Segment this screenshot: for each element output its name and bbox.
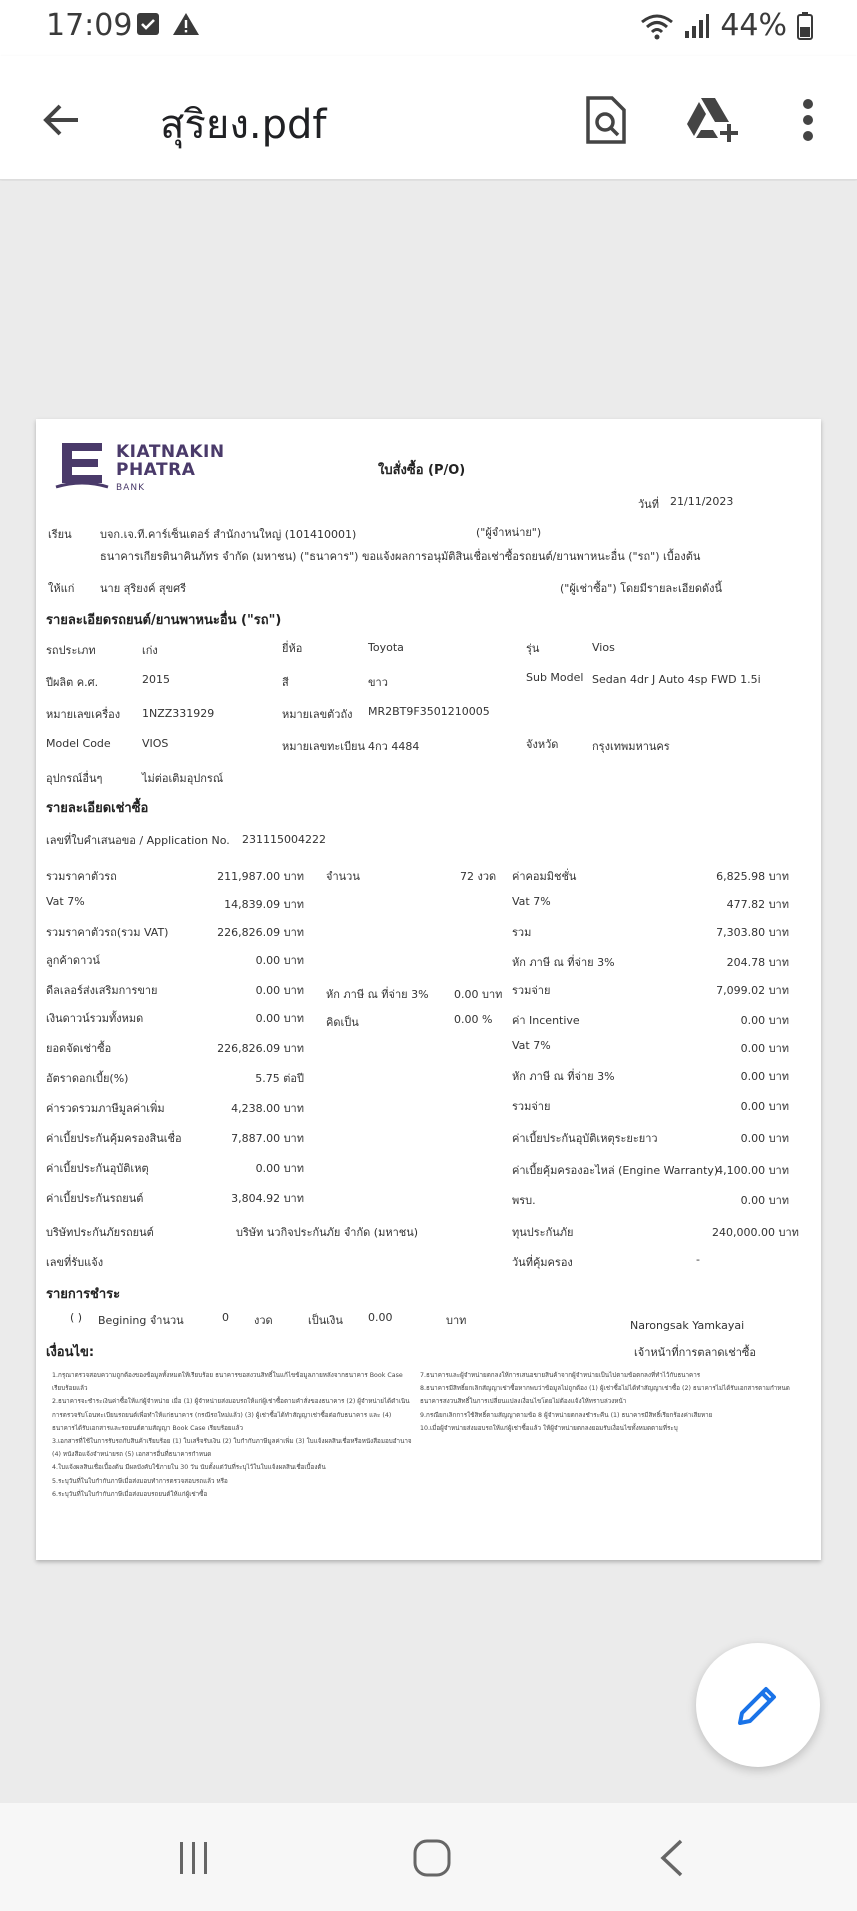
lease-right-value: 7,099.02 บาท: [716, 984, 789, 997]
car-plate-value: 4กว 4484: [368, 740, 420, 753]
payment-currency: บาท: [446, 1314, 467, 1327]
logo-line3: BANK: [116, 483, 145, 493]
mid-tax-value: 0.00 บาท: [454, 988, 503, 1001]
signal-icon: [684, 13, 710, 39]
car-section-title: รายละเอียดรถยนต์/ยานพาหนะอื่น ("รถ"): [46, 613, 282, 628]
lease-left-label: Vat 7%: [46, 895, 85, 908]
car-modelcode-label: Model Code: [46, 737, 111, 750]
logo-line1: KIATNAKIN: [116, 442, 225, 462]
system-nav-bar: [0, 1803, 857, 1911]
give-role: ("ผู้เช่าซื้อ") โดยมีรายละเอียดดังนี้: [560, 582, 723, 595]
lease-right-label: หัก ภาษี ณ ที่จ่าย 3%: [512, 956, 615, 969]
lease-left-value: 14,839.09 บาท: [224, 898, 304, 911]
lease-left-value: 5.75 ต่อปี: [255, 1072, 304, 1085]
app-bar: [0, 56, 857, 180]
logo-text: [116, 443, 225, 497]
lease-left-value: 0.00 บาท: [255, 984, 304, 997]
mid-tax-label: หัก ภาษี ณ ที่จ่าย 3%: [326, 988, 429, 1001]
car-chassis-value: MR2BT9F3501210005: [368, 705, 490, 718]
to-role: ("ผู้จำหน่าย"): [476, 526, 542, 539]
battery-icon: [797, 12, 813, 40]
lease-right-label: ค่า Incentive: [512, 1014, 580, 1027]
car-type-label: รถประเภท: [46, 644, 96, 657]
lease-left-value: 226,826.09 บาท: [217, 1042, 304, 1055]
status-time: 17:09: [46, 8, 133, 43]
give-value: นาย สุริยงค์ สุขศรี: [100, 582, 187, 595]
car-brand-label: ยี่ห้อ: [282, 642, 303, 655]
lease-right-label: ค่าเบี้ยคุ้มครองอะไหล่ (Engine Warranty): [512, 1164, 719, 1177]
car-chassis-label: หมายเลขตัวถัง: [282, 708, 353, 721]
payment-unit: งวด: [254, 1314, 273, 1327]
payment-amount: 0.00: [368, 1311, 393, 1324]
lease-section-title: รายละเอียดเช่าซื้อ: [46, 801, 149, 816]
car-province-value: กรุงเทพมหานคร: [592, 740, 670, 753]
car-submodel-label: Sub Model: [526, 671, 584, 684]
car-year-label: ปีผลิต ค.ศ.: [46, 676, 99, 689]
lease-left-value: 226,826.09 บาท: [217, 926, 304, 939]
find-in-page-icon: [584, 96, 628, 144]
back-arrow-icon: [38, 96, 86, 144]
lease-left-value: 211,987.00 บาท: [217, 870, 304, 883]
condition-item: 1.กรุณาตรวจสอบความถูกต้องของข้อมูลทั้งหมดให้เรียบร้อย ธนาคารขอสงวนสิทธิ์ในแก้ไขข้อมูลภายหลังจากธนาคาร Book Case เรียบร้อยแล้ว: [52, 1372, 403, 1393]
lease-right-label: หัก ภาษี ณ ที่จ่าย 3%: [512, 1070, 615, 1083]
notify-label: เลขที่รับแจ้ง: [46, 1256, 104, 1269]
sum-insured-value: 240,000.00 บาท: [712, 1226, 799, 1239]
insurer-value: บริษัท นวกิจประกันภัย จำกัด (มหาชน): [236, 1226, 419, 1239]
car-brand-value: Toyota: [368, 641, 404, 654]
condition-item: ธนาคารสงวนสิทธิ์ในการเปลี่ยนแปลงเงื่อนไขโดยไม่ต้องแจ้งให้ทราบล่วงหน้า: [420, 1398, 627, 1406]
sum-insured-label: ทุนประกันภัย: [512, 1226, 574, 1239]
lease-right-value: 4,100.00 บาท: [716, 1164, 789, 1177]
lease-right-value: 0.00 บาท: [740, 1042, 789, 1055]
lease-right-label: รวมจ่าย: [512, 984, 551, 997]
lease-right-label: ค่าเบี้ยประกันอุบัติเหตุระยะยาว: [512, 1132, 658, 1145]
car-plate-label: หมายเลขทะเบียน: [282, 740, 366, 753]
pdf-page: [36, 419, 821, 1560]
date-label: วันที่: [638, 498, 659, 511]
car-year-value: 2015: [142, 673, 170, 686]
more-vert-icon: [802, 98, 814, 142]
payment-count: 0: [222, 1311, 229, 1324]
checkbox-notification-icon: [136, 12, 160, 36]
percent-label: คิดเป็น: [326, 1016, 359, 1029]
lease-right-value: 477.82 บาท: [726, 898, 789, 911]
car-accessory-label: อุปกรณ์อื่นๆ: [46, 772, 103, 785]
lease-left-value: 0.00 บาท: [255, 1162, 304, 1175]
car-submodel-value: Sedan 4dr J Auto 4sp FWD 1.5i: [592, 673, 761, 686]
condition-item: 9.กรณียกเลิกการใช้สิทธิ์ตามสัญญาตามข้อ 8 ผู้จำหน่ายตกลงชำระคืน (1) ธนาคารมีสิทธิ์เรียกร้องค่าเสียหาย: [420, 1411, 713, 1419]
payment-title: รายการชำระ: [46, 1287, 121, 1302]
lease-left-value: 3,804.92 บาท: [231, 1192, 304, 1205]
lease-left-label: รวมราคาตัวรถ: [46, 870, 117, 883]
car-model-label: รุ่น: [526, 642, 540, 655]
condition-item: 3.เอกสารที่ใช้ในการรับรถกับสินค้าเรียบร้อย (1) ใบเสร็จรับเงิน (2) ใบกำกับภาษีมูลค่าเพิ่ม (3) ใบแจ้งผลสินเชื่อหรือหนังสือมอบอำนาจ (4) หนังสือแจ้งจำหน่ายรถ (5) เอกสารอื่นที่ธนาคารกำหนด: [52, 1438, 412, 1459]
logo-line2: PHATRA: [116, 460, 196, 480]
condition-item: 10.เมื่อผู้จำหน่ายส่งมอบรถให้แก่ผู้เช่าซื้อแล้ว ให้ผู้จำหน่ายตกลงยอมรับเงื่อนไขทั้งหมดตามที่ระบุ: [420, 1424, 678, 1432]
recent-apps-icon: [176, 1840, 212, 1876]
edit-fab-button[interactable]: [696, 1643, 820, 1767]
pdf-viewer[interactable]: [0, 181, 857, 1803]
lease-right-label: รวมจ่าย: [512, 1100, 551, 1113]
edit-pencil-icon: [734, 1681, 782, 1729]
document-title: สุริยง.pdf: [160, 102, 327, 148]
lease-left-value: 0.00 บาท: [255, 1012, 304, 1025]
wifi-icon: [640, 12, 674, 40]
add-to-drive-icon: [685, 96, 739, 144]
count-label: จำนวน: [326, 870, 360, 883]
payment-check: ( ): [70, 1311, 83, 1324]
insurer-label: บริษัทประกันภัยรถยนต์: [46, 1226, 154, 1239]
add-to-drive-button[interactable]: [684, 92, 740, 148]
nav-back-button[interactable]: [642, 1833, 702, 1883]
conditions-left: [52, 1369, 414, 1501]
lease-left-value: 4,238.00 บาท: [231, 1102, 304, 1115]
find-in-page-button[interactable]: [578, 92, 634, 148]
signer-name: Narongsak Yamkayai: [630, 1319, 745, 1332]
bank-line: ธนาคารเกียรตินาคินภัทร จำกัด (มหาชน) ("ธนาคาร") ขอแจ้งผลการอนุมัติสินเชื่อเช่าซื้อรถยนต์/ยานพาหนะอื่น ("รถ") เบื้องต้น: [100, 550, 701, 563]
lease-right-value: 7,303.80 บาท: [716, 926, 789, 939]
lease-left-label: เงินดาวน์รวมทั้งหมด: [46, 1012, 144, 1025]
condition-item: 4.ใบแจ้งผลสินเชื่อเบื้องต้น มีผลบังคับใช้ภายใน 30 วัน นับตั้งแต่วันที่ระบุไว้ในใบแจ้งผลสินเชื่อเบื้องต้น: [52, 1464, 326, 1472]
lease-left-label: ลูกค้าดาวน์: [46, 954, 100, 967]
lease-left-label: ดีลเลอร์ส่งเสริมการขาย: [46, 984, 158, 997]
car-engine-label: หมายเลขเครื่อง: [46, 708, 121, 721]
lease-right-label: ค่าคอมมิชชั่น: [512, 870, 577, 883]
back-icon: [657, 1838, 687, 1878]
lease-left-label: ค่าเบี้ยประกันคุ้มครองสินเชื่อ: [46, 1132, 182, 1145]
payment-beginning-label: Begining จำนวน: [98, 1314, 184, 1327]
percent-value: 0.00 %: [454, 1013, 493, 1026]
lease-left-label: ค่าเบี้ยประกันรถยนต์: [46, 1192, 144, 1205]
lease-right-label: Vat 7%: [512, 895, 551, 908]
lease-left-label: อัตราดอกเบี้ย(%): [46, 1072, 129, 1085]
lease-left-label: รวมราคาตัวรถ(รวม VAT): [46, 926, 169, 939]
warning-icon: [172, 12, 200, 36]
back-button[interactable]: [38, 96, 86, 144]
condition-item: 5.ระบุวันที่ในใบกำกับภาษีเมื่อส่งมอบทำการตรวจสอบรถแล้ว หรือ: [52, 1477, 228, 1485]
po-title: ใบสั่งซื้อ (P/O): [378, 463, 466, 478]
lease-right-value: 0.00 บาท: [740, 1194, 789, 1207]
lease-right-value: 0.00 บาท: [740, 1070, 789, 1083]
car-type-value: เก่ง: [142, 644, 158, 657]
more-options-button[interactable]: [780, 92, 836, 148]
car-color-value: ขาว: [368, 676, 388, 689]
lease-right-label: รวม: [512, 926, 532, 939]
lease-left-label: ค่ารวดรวมภาษีมูลค่าเพิ่ม: [46, 1102, 165, 1115]
lease-left-label: ยอดจัดเช่าซื้อ: [46, 1042, 112, 1055]
application-label: เลขที่ใบคำเสนอขอ / Application No.: [46, 834, 230, 847]
status-bar: [0, 0, 857, 56]
lease-left-value: 0.00 บาท: [255, 954, 304, 967]
status-right-icons: [640, 8, 813, 43]
home-icon: [412, 1838, 452, 1878]
to-label: เรียน: [48, 528, 72, 541]
application-value: 231115004222: [242, 833, 326, 846]
condition-item: 6.ระบุวันที่ในใบกำกับภาษีเมื่อส่งมอบรถยนต์ให้แก่ผู้เช่าซื้อ: [52, 1490, 208, 1498]
payment-amount-label: เป็นเงิน: [308, 1314, 343, 1327]
to-value: บจก.เจ.ที.คาร์เซ็นเตอร์ สำนักงานใหญ่ (101410001): [100, 528, 357, 541]
condition-item: 8.ธนาคารมีสิทธิ์ยกเลิกสัญญาเช่าซื้อหากพบว่าข้อมูลไม่ถูกต้อง (1) ผู้เช่าซื้อไม่ได้ทำสัญญาเช่าซื้อ (2) ธนาคารไม่ได้รับเอกสารตามกำหนด: [420, 1385, 790, 1393]
car-modelcode-value: VIOS: [142, 737, 169, 750]
condition-item: 2.ธนาคารจะชำระเงินค่าซื้อให้แก่ผู้จำหน่าย เมื่อ (1) ผู้จำหน่ายส่งมอบรถให้แก่ผู้เช่าซื้อตามคำสั่งของธนาคาร (2) ผู้จำหน่ายได้ดำเนินการตรวจรับโอนทะเบียนรถยนต์เพื่อทำให้แก่ธนาคาร (กรณีรถใหม่แล้ว) (3) ผู้เช่าซื้อได้ทำสัญญาเช่าซื้อต่อกับธนาคาร และ (4) ธนาคารได้รับเอกสารและรถยนต์ตามสัญญา Book Case เรียบร้อยแล้ว: [52, 1398, 410, 1432]
coverage-label: วันที่คุ้มครอง: [512, 1256, 573, 1269]
lease-right-value: 0.00 บาท: [740, 1132, 789, 1145]
car-color-label: สี: [282, 676, 289, 689]
lease-right-label: พรบ.: [512, 1194, 536, 1207]
recent-apps-button[interactable]: [164, 1833, 224, 1883]
condition-item: 7.ธนาคารและผู้จำหน่ายตกลงให้การเสนอขายสินค้าจากผู้จำหน่ายเป็นไปตามข้อตกลงที่ทำไว้กับธนาคาร: [420, 1372, 701, 1379]
lease-left-value: 7,887.00 บาท: [231, 1132, 304, 1145]
kiatnakin-logo-icon: [54, 439, 110, 491]
conditions-right: [420, 1369, 800, 1435]
lease-right-value: 204.78 บาท: [726, 956, 789, 969]
lease-right-value: 6,825.98 บาท: [716, 870, 789, 883]
car-model-value: Vios: [592, 641, 615, 654]
car-engine-value: 1NZZ331929: [142, 707, 215, 720]
date-value: 21/11/2023: [670, 495, 734, 508]
home-button[interactable]: [402, 1833, 462, 1883]
conditions-title: เงื่อนไข:: [46, 1345, 95, 1360]
signer-role: เจ้าหน้าที่การตลาดเช่าซื้อ: [634, 1346, 757, 1359]
status-left-icons: [136, 12, 200, 36]
car-province-label: จังหวัด: [526, 738, 559, 751]
lease-right-value: 0.00 บาท: [740, 1014, 789, 1027]
give-label: ให้แก่: [48, 582, 75, 595]
lease-right-label: Vat 7%: [512, 1039, 551, 1052]
battery-percent: 44%: [720, 8, 787, 43]
lease-right-value: 0.00 บาท: [740, 1100, 789, 1113]
car-accessory-value: ไม่ต่อเติมอุปกรณ์: [142, 772, 224, 785]
count-value: 72 งวด: [460, 870, 497, 883]
lease-left-label: ค่าเบี้ยประกันอุบัติเหตุ: [46, 1162, 149, 1175]
coverage-value: -: [696, 1253, 700, 1266]
